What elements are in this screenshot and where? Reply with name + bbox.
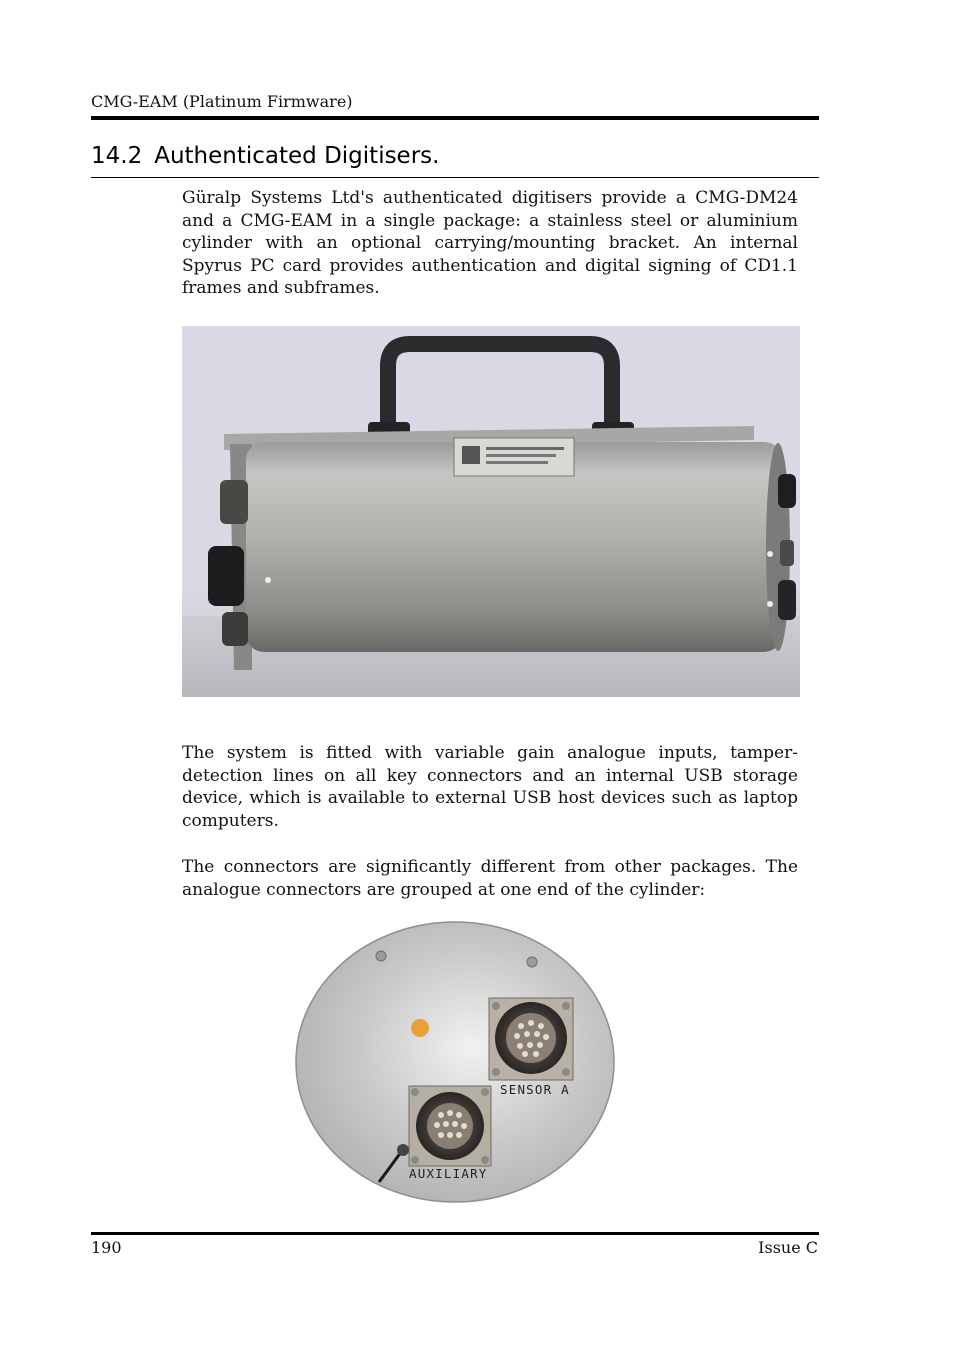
section-number: 14.2 — [91, 143, 143, 169]
issue-label: Issue C — [758, 1238, 818, 1257]
paragraph-connectors: The connectors are significantly different from other packages. The analogue connectors are grouped at one end of the cylinder: — [182, 857, 798, 900]
digitiser-photo — [182, 326, 800, 697]
header-rule — [91, 116, 819, 120]
connector-end-photo — [293, 920, 617, 1204]
paragraph-intro: Güralp Systems Ltd's authenticated digitisers provide a CMG-DM24 and a CMG-EAM in a single package: a stainless steel or aluminium cylinder with an optional carrying/mounting bracket. An internal Spyrus PC card provides authentication and digital signing of CD1.1 frames and subframes. — [182, 188, 798, 299]
footer-rule — [91, 1232, 819, 1235]
auxiliary-label: AUXILIARY — [409, 1166, 488, 1181]
page-number: 190 — [91, 1238, 122, 1257]
section-heading: Authenticated Digitisers. — [154, 143, 440, 169]
section-title — [91, 143, 439, 169]
sensor-a-label: SENSOR A — [500, 1082, 570, 1097]
title-rule — [91, 177, 819, 178]
running-header: CMG-EAM (Platinum Firmware) — [91, 92, 353, 111]
paragraph-features: The system is fitted with variable gain analogue inputs, tamper-detection lines on all key connectors and an internal USB storage device, which is available to external USB host devices such as laptop computers. — [182, 743, 798, 831]
